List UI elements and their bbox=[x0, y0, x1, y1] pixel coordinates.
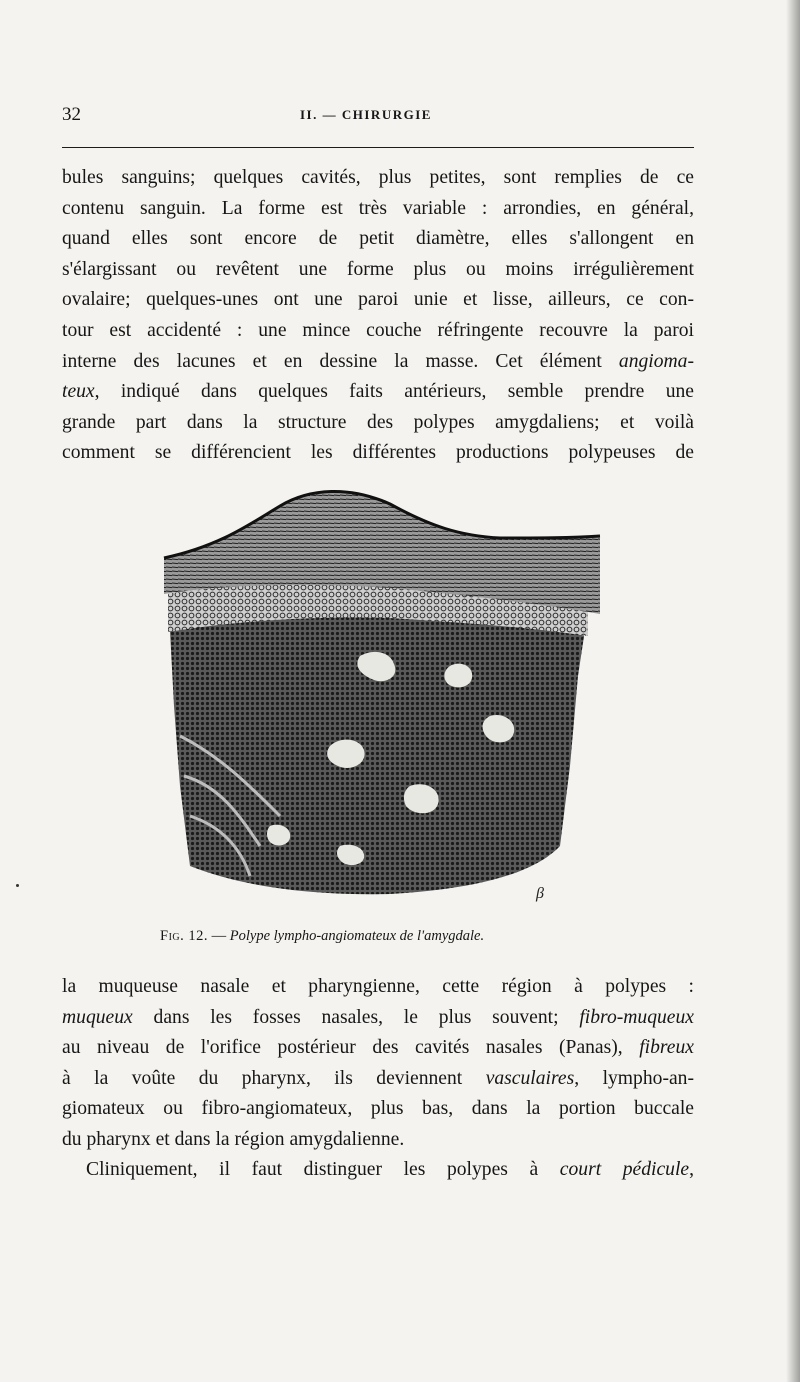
text-run: au niveau de l'orifice postérieur des cavités nasales (Panas), bbox=[62, 1037, 640, 1059]
text-run: , indiqué dans quelques faits antérieurs, semble prendre une bbox=[94, 381, 694, 403]
italic-term: angioma- bbox=[618, 350, 694, 372]
paragraph-1 bbox=[62, 163, 694, 469]
italic-term: vasculaires bbox=[485, 1067, 575, 1089]
text-line bbox=[62, 377, 694, 408]
text-line: bules sanguins; quelques cavités, plus petites, sont remplies de ce bbox=[62, 167, 694, 188]
figure-plate-letter: β bbox=[536, 885, 544, 902]
text-line bbox=[62, 1155, 694, 1186]
italic-term: fibreux bbox=[639, 1037, 694, 1059]
text-line: tour est accidenté : une mince couche réfringente recouvre la paroi bbox=[62, 319, 694, 341]
italic-term: muqueux bbox=[62, 1006, 133, 1028]
text-line bbox=[62, 1033, 694, 1064]
text-line: quand elles sont encore de petit diamètre, elles s'allongent en bbox=[62, 228, 694, 250]
print-speck bbox=[16, 884, 19, 887]
text-line: du pharynx et dans la région amygdalienne. bbox=[62, 1128, 405, 1150]
text-line: comment se différencient les différentes productions polypeuses de bbox=[62, 442, 694, 464]
text-line: s'élargissant ou revêtent une forme plus ou moins irrégulièrement bbox=[62, 258, 694, 280]
figure-caption bbox=[160, 928, 640, 945]
text-run: dans les fosses nasales, le plus souvent; bbox=[132, 1006, 580, 1028]
page-edge-shadow bbox=[786, 0, 800, 1382]
text-line bbox=[62, 1003, 694, 1034]
text-run: , lympho-an- bbox=[574, 1067, 694, 1089]
italic-term: fibro-muqueux bbox=[579, 1006, 694, 1028]
text-run: , bbox=[689, 1159, 694, 1180]
figure-title: Polype lympho-angiomateux de l'amygdale. bbox=[229, 928, 485, 944]
text-line bbox=[62, 347, 694, 378]
paragraph-3 bbox=[62, 1155, 694, 1186]
header-rule bbox=[62, 147, 694, 148]
text-line: giomateux ou fibro-angiomateux, plus bas, dans la portion buccale bbox=[62, 1098, 694, 1120]
caption-dash: — bbox=[208, 928, 230, 944]
page-header bbox=[62, 104, 694, 130]
text-line: grande part dans la structure des polypes amygdaliens; et voilà bbox=[62, 411, 694, 433]
text-run: à la voûte du pharynx, ils deviennent bbox=[62, 1067, 486, 1089]
italic-term: teux bbox=[62, 381, 95, 403]
text-line: la muqueuse nasale et pharyngienne, cette région à polypes : bbox=[62, 976, 694, 997]
histology-figure bbox=[160, 486, 602, 906]
text-line: contenu sanguin. La forme est très variable : arrondies, en général, bbox=[62, 197, 694, 219]
figure-illustration bbox=[160, 486, 602, 906]
text-run: interne des lacunes et en dessine la masse. Cet élément bbox=[62, 350, 619, 372]
text-run: Cliniquement, il faut distinguer les polypes à bbox=[86, 1159, 560, 1180]
italic-term: court pédicule bbox=[559, 1159, 690, 1180]
running-head: II. — CHIRURGIE bbox=[300, 107, 432, 122]
page-number: 32 bbox=[62, 104, 81, 125]
figure-label: Fig. 12. bbox=[160, 928, 208, 944]
text-line bbox=[62, 1064, 694, 1095]
text-line: ovalaire; quelques-unes ont une paroi unie et lisse, ailleurs, ce con- bbox=[62, 289, 694, 311]
paragraph-2 bbox=[62, 972, 694, 1156]
